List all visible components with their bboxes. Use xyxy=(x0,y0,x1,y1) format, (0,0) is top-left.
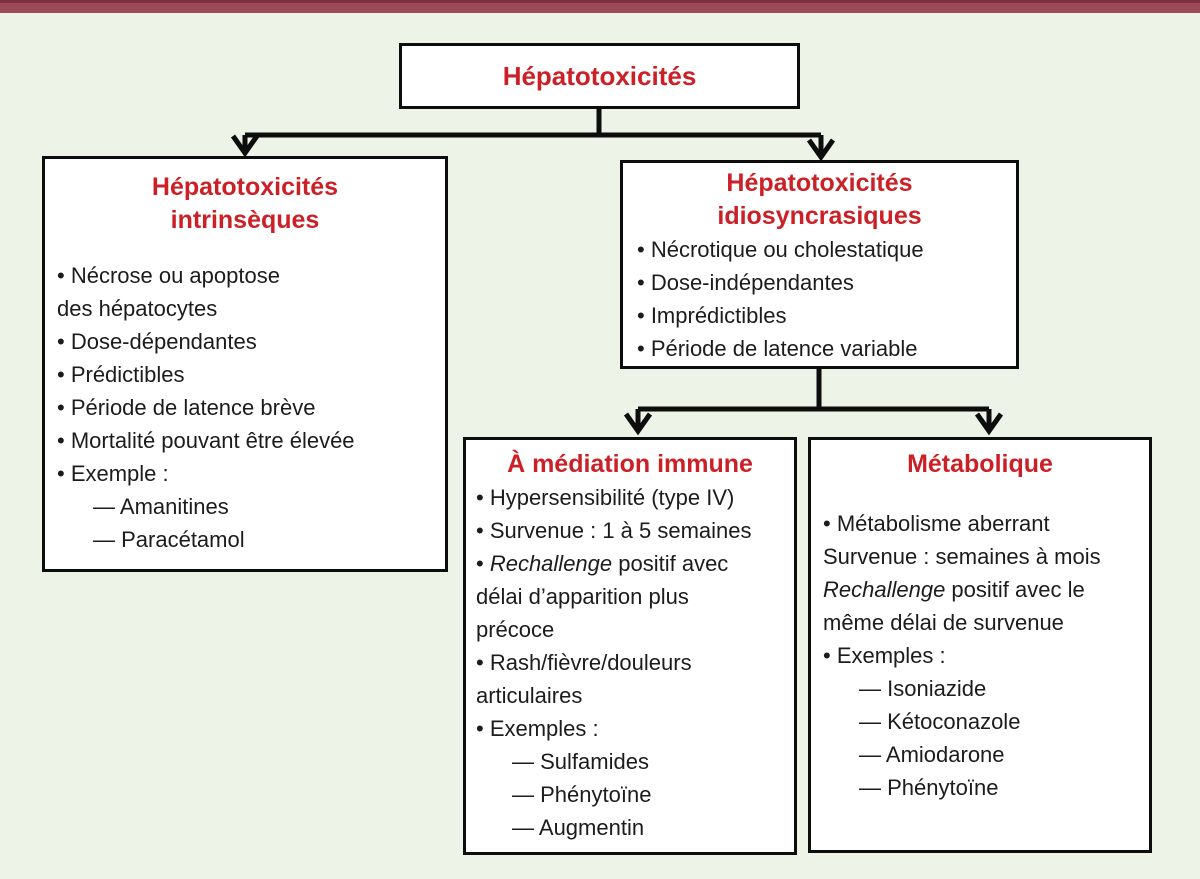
list-item: • Nécrose ou apoptose xyxy=(57,263,280,288)
list-item: — Sulfamides xyxy=(512,749,649,774)
list-item: • Dose-indépendantes xyxy=(637,270,854,295)
box-intrinseques xyxy=(42,156,448,572)
list-item: — Amiodarone xyxy=(859,742,1005,767)
idiosyncratic-body xyxy=(637,233,1002,365)
list-item: — Isoniazide xyxy=(859,676,987,701)
list-item: • Exemples : xyxy=(823,643,946,668)
list-item: • Période de latence brève xyxy=(57,395,316,420)
list-item: • Métabolisme aberrant xyxy=(823,511,1050,536)
list-item: — Paracétamol xyxy=(93,527,245,552)
box-hepatotoxicites xyxy=(399,43,800,109)
page-top-rule xyxy=(0,0,1200,13)
idiosyncratic-title xyxy=(637,167,1002,233)
list-item: — Phénytoïne xyxy=(859,775,999,800)
list-item: délai d’apparition plus xyxy=(476,584,689,609)
box-idiosyncrasiques xyxy=(620,160,1019,369)
list-item: • Rechallenge positif avec xyxy=(476,551,729,576)
list-item: • Mortalité pouvant être élevée xyxy=(57,428,355,453)
list-item: même délai de survenue xyxy=(823,610,1064,635)
box-metabolique xyxy=(808,437,1152,853)
list-item: • Exemples : xyxy=(476,716,599,741)
list-item: • Prédictibles xyxy=(57,362,185,387)
metabolic-body xyxy=(823,507,1137,804)
list-item: • Imprédictibles xyxy=(637,303,787,328)
list-item: • Exemple : xyxy=(57,461,169,486)
list-item: articulaires xyxy=(476,683,583,708)
intrinsic-title xyxy=(57,171,433,237)
idiosyncratic-title-line1: Hépatotoxicités xyxy=(726,169,913,197)
list-item: précoce xyxy=(476,617,555,642)
intrinsic-title-line2: intrinsèques xyxy=(170,206,320,234)
list-item: • Nécrotique ou cholestatique xyxy=(637,237,924,262)
idiosyncratic-title-line2: idiosyncrasiques xyxy=(717,202,922,230)
list-item: • Période de latence variable xyxy=(637,336,918,361)
immune-body xyxy=(476,481,784,844)
list-item: • Hypersensibilité (type IV) xyxy=(476,485,735,510)
list-item: — Kétoconazole xyxy=(859,709,1021,734)
metabolic-title: Métabolique xyxy=(907,450,1053,478)
list-item: des hépatocytes xyxy=(57,296,218,321)
box-mediation-immune xyxy=(463,437,797,855)
list-item: • Dose-dépendantes xyxy=(57,329,257,354)
list-item: • Rash/fièvre/douleurs xyxy=(476,650,692,675)
list-item: — Phénytoïne xyxy=(512,782,652,807)
list-item: Rechallenge positif avec le xyxy=(823,577,1085,602)
list-item: Survenue : semaines à mois xyxy=(823,544,1101,569)
root-title: Hépatotoxicités xyxy=(502,60,697,91)
list-item: — Augmentin xyxy=(512,815,645,840)
intrinsic-body xyxy=(57,259,433,556)
list-item: — Amanitines xyxy=(93,494,229,519)
list-item: • Survenue : 1 à 5 semaines xyxy=(476,518,752,543)
immune-title: À médiation immune xyxy=(507,450,753,478)
intrinsic-title-line1: Hépatotoxicités xyxy=(151,173,339,201)
